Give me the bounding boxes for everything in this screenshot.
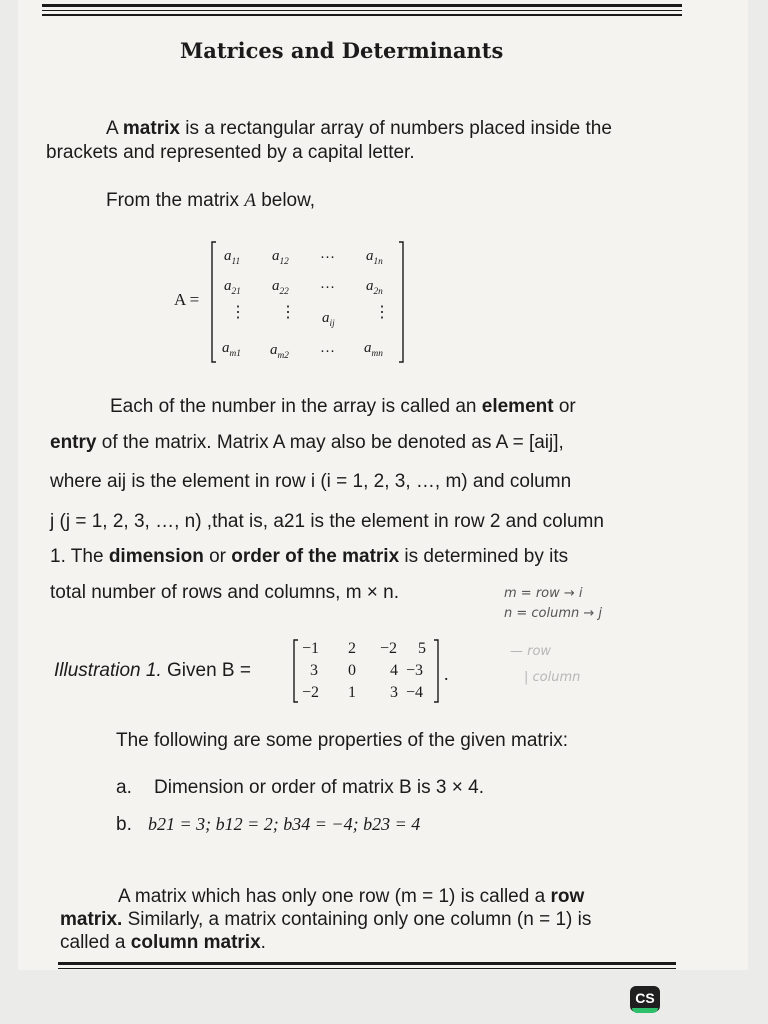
bottom-rule <box>58 962 676 965</box>
aij: $a_{ij}$ <box>322 310 335 329</box>
intro-line-1 <box>106 118 612 140</box>
from-matrix-line <box>106 190 315 212</box>
bottom-rule-thin <box>58 968 676 969</box>
term-element: element <box>481 396 554 417</box>
intro-text: A <box>106 118 123 139</box>
intro-text-2: is a rectangular array of numbers placed inside the <box>179 118 612 139</box>
illustration-line <box>54 660 251 682</box>
prop-b: b21 = 3; b12 = 2; b34 = −4; b23 = 4 <box>148 814 421 834</box>
para3-line-2-text: Similarly, a matrix containing only one column (n = 1) is <box>122 909 592 930</box>
para3-line-1 <box>118 886 584 908</box>
handwritten-note-3: — row <box>510 644 552 659</box>
b-r1c3: −2 <box>380 640 398 657</box>
illustration-given: Given B = <box>167 660 251 681</box>
b-r2c3: 4 <box>390 662 398 679</box>
matrix-B <box>292 638 442 704</box>
illustration-period: . <box>444 664 449 684</box>
b-r1c1: −1 <box>302 640 320 657</box>
dots-2: … <box>320 276 335 292</box>
b-r3c4: −4 <box>406 684 424 701</box>
b-r2c1: 3 <box>310 662 318 679</box>
dots-1: … <box>320 246 335 262</box>
top-rule <box>42 4 682 7</box>
b-r3c2: 1 <box>348 684 356 701</box>
intro-line-2: brackets and represented by a capital letter. <box>46 142 415 163</box>
a11: $a_{11}$ <box>224 248 241 267</box>
b-r1c2: 2 <box>348 640 356 657</box>
properties-intro: The following are some properties of the given matrix: <box>116 730 568 751</box>
vdots-2: ⋮ <box>280 304 296 321</box>
vdots-3: ⋮ <box>374 304 390 321</box>
b-r3c1: −2 <box>302 684 320 701</box>
amn: $a_{mn}$ <box>364 340 383 359</box>
matrix-A-label: A = <box>174 290 200 309</box>
a12: $a_{12}$ <box>272 248 289 267</box>
term-entry: entry <box>50 432 97 453</box>
para2-text: Each of the number in the array is called an <box>110 396 482 417</box>
para2-l5-a: 1. The <box>50 546 109 567</box>
illustration-label: Illustration 1. <box>54 660 162 681</box>
term-order: order of the matrix <box>231 546 400 567</box>
term-row: row <box>550 886 585 907</box>
prop-a: Dimension or order of matrix B is 3 × 4. <box>154 777 484 798</box>
handwritten-note-4: | column <box>524 670 581 685</box>
top-rule-2 <box>42 14 682 16</box>
para2-line-4: j (j = 1, 2, 3, …, n) ,that is, a21 is the element in row 2 and column <box>50 511 604 532</box>
para3-text: A matrix which has only one row (m = 1) is called a <box>118 886 551 907</box>
camscanner-logo: CS <box>630 986 660 1012</box>
dots-3: … <box>320 340 335 356</box>
b-r2c4: −3 <box>406 662 424 679</box>
b-r1c4: 5 <box>418 640 426 657</box>
b-r3c3: 3 <box>390 684 398 701</box>
para3-l3-b: . <box>260 932 266 953</box>
para2-line-5 <box>50 546 568 568</box>
para2-line-1 <box>110 396 576 418</box>
term-dimension: dimension <box>108 546 204 567</box>
para2-l5-c: is determined by its <box>399 546 569 567</box>
am2: $a_{m2}$ <box>270 342 289 361</box>
para2-line-2 <box>50 432 564 454</box>
handwritten-note-1: m = row → i <box>504 586 583 601</box>
var-A: A <box>244 190 256 211</box>
term-column-matrix: column matrix <box>130 932 261 953</box>
am1: $a_{m1}$ <box>222 340 241 359</box>
vdots-1: ⋮ <box>230 304 246 321</box>
matrix-A <box>210 240 405 364</box>
a2n: $a_{2n}$ <box>366 278 383 297</box>
para2-line-3: where aij is the element in row i (i = 1, 2, 3, …, m) and column <box>50 471 572 492</box>
para3-line-2 <box>60 909 591 931</box>
para2-line-6: total number of rows and columns, m × n. <box>50 582 400 603</box>
para3-line-3 <box>60 932 266 954</box>
handwritten-note-2: n = column → j <box>504 606 603 621</box>
para2-text-end: or <box>553 396 576 417</box>
from-text-end: below, <box>255 190 316 211</box>
a1n: $a_{1n}$ <box>366 248 383 267</box>
prop-a-letter: a. <box>116 777 132 798</box>
term-row-matrix: matrix. <box>60 909 123 930</box>
term-matrix: matrix <box>122 118 180 139</box>
top-rule-thin <box>42 10 682 11</box>
page-title: Matrices and Determinants <box>180 38 504 63</box>
camscanner-logo-bar <box>632 1008 658 1013</box>
prop-b-letter: b. <box>116 814 132 835</box>
para2-l5-b: or <box>203 546 232 567</box>
a21: $a_{21}$ <box>224 278 241 297</box>
para3-l3-a: called a <box>60 932 131 953</box>
a22: $a_{22}$ <box>272 278 289 297</box>
b-r2c2: 0 <box>348 662 356 679</box>
from-text: From the matrix <box>106 190 245 211</box>
para2-line-2-text: of the matrix. Matrix A may also be denoted as A = [aij], <box>96 432 564 453</box>
